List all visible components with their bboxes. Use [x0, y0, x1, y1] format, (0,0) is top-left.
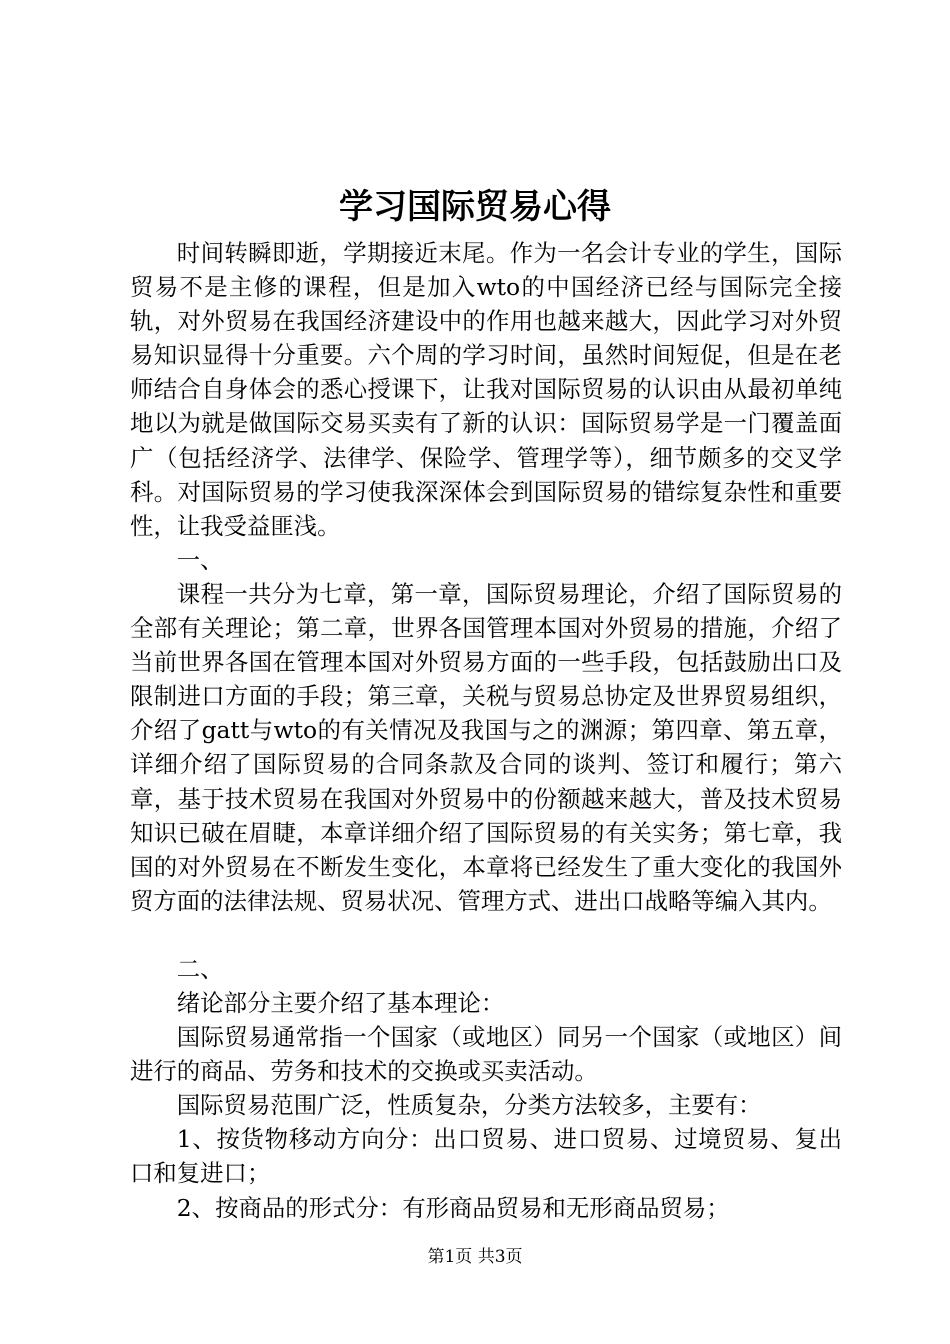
paragraph-chapters: 课程一共分为七章，第一章，国际贸易理论，介绍了国际贸易的全部有关理论；第二章，世界各国管理本国对外贸易的措施，介绍了当前世界各国在管理本国对外贸易方面的一些手段，包括鼓励出口及限制进口方面的手段；第三章，关税与贸易总协定及世界贸易组织，介绍了gatt与wto的有关情况及我国与之的渊源；第四章、第五章，详细介绍了国际贸易的合同条款及合同的谈判、签订和履行；第六章，基于技术贸易在我国对外贸易中的份额越来越大，普及技术贸易知识已破在眉睫，本章详细介绍了国际贸易的有关实务；第七章，我国的对外贸易在不断发生变化，本章将已经发生了重大变化的我国外贸方面的法律法规、贸易状况、管理方式、进出口战略等编入其内。	[130, 579, 842, 915]
section-heading-two: 二、	[176, 954, 224, 983]
document-body	[130, 236, 842, 1225]
list-item-direction: 1、按货物移动方向分：出口贸易、进口贸易、过境贸易、复出口和复进口；	[130, 1125, 842, 1188]
document-title: 学习国际贸易心得	[339, 187, 611, 227]
blank-line	[130, 918, 842, 952]
list-item-form: 2、按商品的形式分：有形商品贸易和无形商品贸易；	[176, 1193, 730, 1222]
paragraph-definition: 国际贸易通常指一个国家（或地区）同另一个国家（或地区）间进行的商品、劳务和技术的交换或买卖活动。	[130, 1023, 842, 1086]
paragraph-intro: 时间转瞬即逝，学期接近末尾。作为一名会计专业的学生，国际贸易不是主修的课程，但是加入wto的中国经济已经与国际完全接轨，对外贸易在我国经济建设中的作用也越来越大，因此学习对外贸易知识显得十分重要。六个周的学习时间，虽然时间短促，但是在老师结合自身体会的悉心授课下，让我对国际贸易的认识由从最初单纯地以为就是做国际交易买卖有了新的认识：国际贸易学是一门覆盖面广（包括经济学、法律学、保险学、管理学等），细节颇多的交叉学科。对国际贸易的学习使我深深体会到国际贸易的错综复杂性和重要性，让我受益匪浅。	[130, 239, 842, 540]
section-heading-one: 一、	[176, 545, 224, 574]
page-number: 第1页 共3页	[427, 1247, 523, 1267]
paragraph-classification: 国际贸易范围广泛，性质复杂，分类方法较多，主要有：	[176, 1091, 762, 1120]
paragraph-intro-theory: 绪论部分主要介绍了基本理论：	[176, 988, 505, 1017]
